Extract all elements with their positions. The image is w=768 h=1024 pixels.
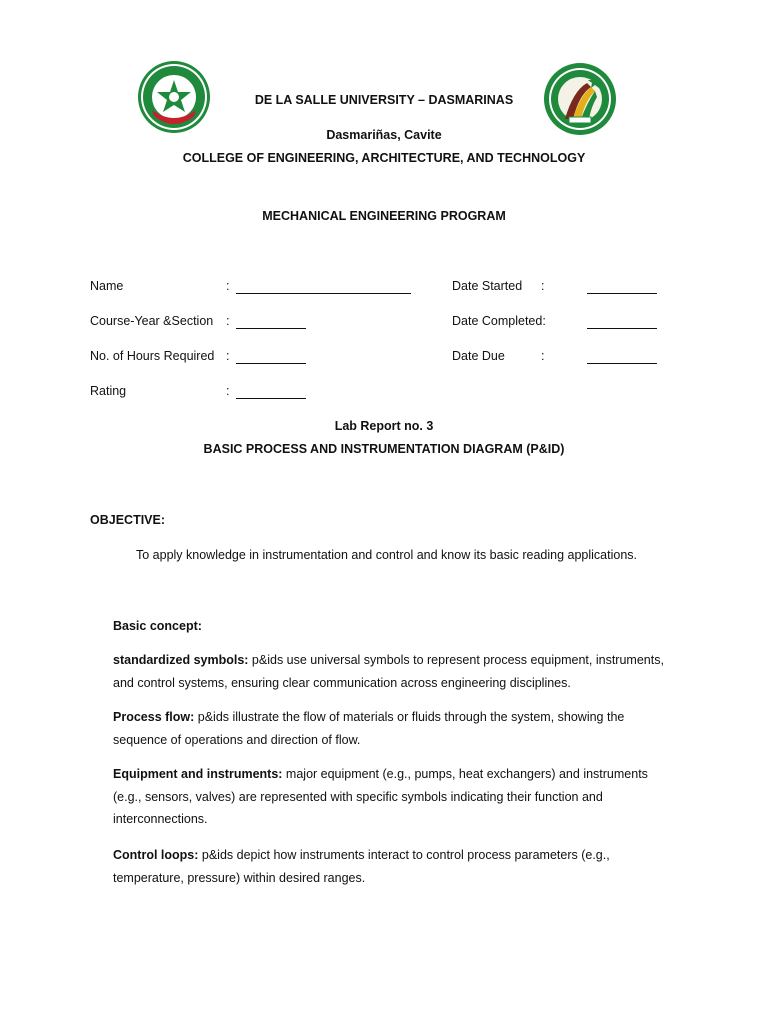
name-label: Name <box>90 279 124 293</box>
report-number: Lab Report no. 3 <box>334 419 434 433</box>
concept-item-equipment-instruments <box>113 763 673 831</box>
concept-text: p&ids use universal symbols to represent process equipment, instruments, and control systems, ensuring clear communication across engineering disciplines. <box>113 653 664 690</box>
concept-term: Control loops: <box>113 848 199 862</box>
concept-heading: Basic concept: <box>113 619 202 633</box>
course-label: Course-Year &Section <box>90 314 214 328</box>
hours-label: No. of Hours Required <box>90 349 215 363</box>
university-location: Dasmariñas, Cavite <box>326 128 442 142</box>
concept-item-control-loops <box>113 844 673 889</box>
name-field[interactable] <box>236 280 411 294</box>
course-colon: : <box>226 314 230 328</box>
objective-text: To apply knowledge in instrumentation and control and know its basic reading applications. <box>136 548 637 562</box>
concept-item-process-flow <box>113 706 673 751</box>
date-due-field[interactable] <box>587 350 657 364</box>
concept-item-standardized-symbols <box>113 649 673 694</box>
objective-heading: OBJECTIVE: <box>90 513 166 527</box>
date-started-colon: : <box>541 279 545 293</box>
rating-field[interactable] <box>236 385 306 399</box>
concept-text: major equipment (e.g., pumps, heat exchangers) and instruments (e.g., sensors, valves) are represented with specific symbols indicating their function and interconnections. <box>113 767 648 826</box>
program-name: MECHANICAL ENGINEERING PROGRAM <box>262 209 506 223</box>
date-completed-field[interactable] <box>587 315 657 329</box>
course-field[interactable] <box>236 315 306 329</box>
hours-field[interactable] <box>236 350 306 364</box>
hours-colon: : <box>226 349 230 363</box>
date-completed-label: Date Completed: <box>452 314 546 328</box>
date-due-colon: : <box>541 349 545 363</box>
concept-term: Equipment and instruments: <box>113 767 283 781</box>
rating-colon: : <box>226 384 230 398</box>
concept-text: p&ids depict how instruments interact to control process parameters (e.g., temperature, pressure) within desired ranges. <box>113 848 610 885</box>
name-colon: : <box>226 279 230 293</box>
concept-text: p&ids illustrate the flow of materials or fluids through the system, showing the sequence of operations and direction of flow. <box>113 710 625 747</box>
rating-label: Rating <box>90 384 127 398</box>
concept-term: Process flow: <box>113 710 195 724</box>
date-started-label: Date Started <box>452 279 523 293</box>
date-started-field[interactable] <box>587 280 657 294</box>
report-title: BASIC PROCESS AND INSTRUMENTATION DIAGRAM (P&ID) <box>203 442 565 456</box>
college-name: COLLEGE OF ENGINEERING, ARCHITECTURE, AND TECHNOLOGY <box>182 151 586 165</box>
university-name: DE LA SALLE UNIVERSITY – DASMARINAS <box>254 93 514 107</box>
concept-term: standardized symbols: <box>113 653 249 667</box>
date-due-label: Date Due <box>452 349 505 363</box>
